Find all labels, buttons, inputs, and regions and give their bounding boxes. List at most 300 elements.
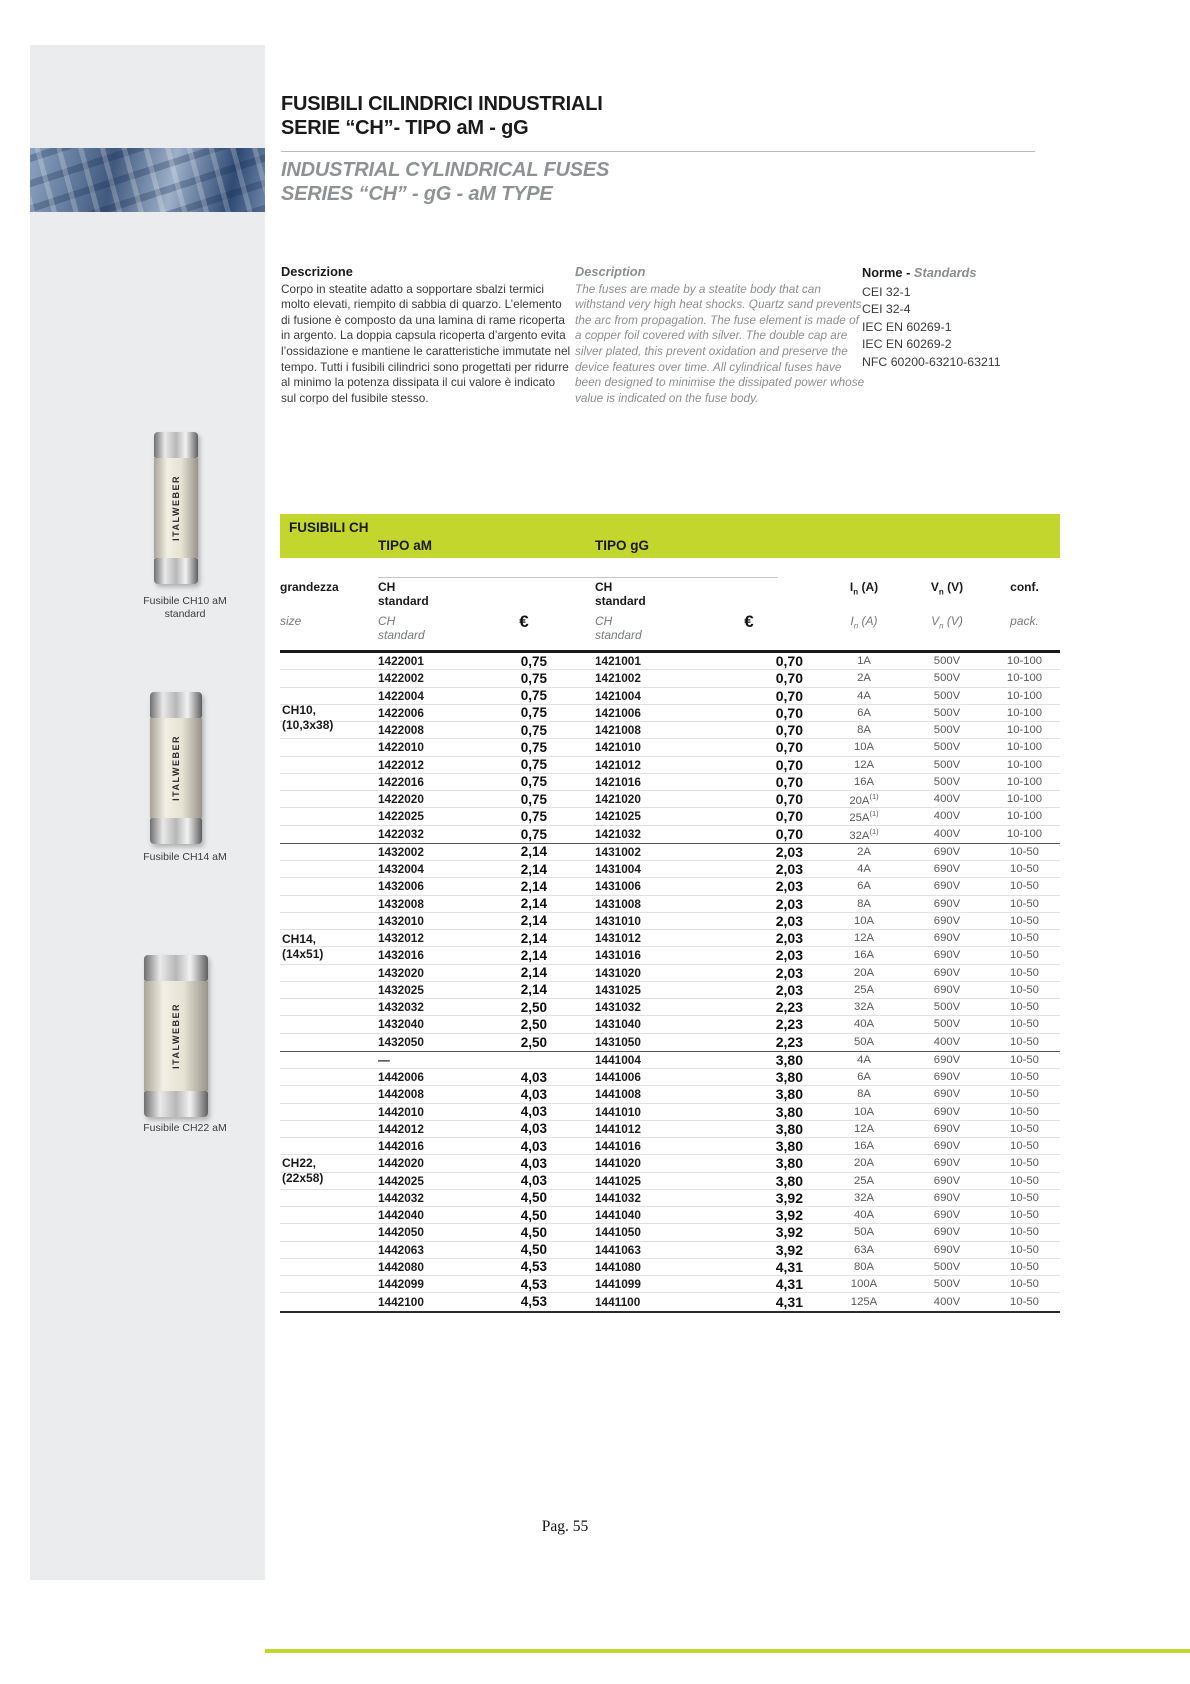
am-code-cell: 1442020 [378,1156,424,1171]
am-price-cell: 2,14 [520,947,547,963]
caption-line: Fusibile CH10 aM [143,595,227,607]
am-code-cell: — [378,1052,390,1067]
table-row [280,1155,1060,1172]
am-price-cell: 2,14 [520,982,547,998]
current-rating-cell: 12A [853,1122,875,1135]
voltage-rating-cell: 690V [933,880,961,893]
table-row [280,1069,1060,1086]
voltage-rating-cell: 400V [933,1036,961,1049]
gg-price-cell: 0,70 [775,687,803,704]
pack-cell: 10-50 [1010,1226,1039,1239]
vn-symbol: V [931,614,940,628]
am-code-cell: 1442010 [378,1104,424,1119]
am-price-cell: 0,75 [520,653,547,669]
caption-line: standard [164,608,206,620]
gg-price-cell: 2,23 [775,1034,803,1051]
current-rating-cell: 40A [853,1018,875,1031]
current-rating-cell: 32A [853,1191,875,1204]
gg-price-cell: 3,80 [775,1103,803,1120]
size-label-line: CH14, [282,932,317,947]
gg-code-cell: 1441032 [595,1190,641,1205]
vn-subscript: n [938,587,944,597]
description-it-heading: Descrizione [281,264,353,279]
am-price-cell: 0,75 [520,688,547,704]
am-code-cell: 1442063 [378,1242,424,1257]
am-code-cell: 1442099 [378,1277,424,1292]
voltage-rating-cell: 690V [933,1088,961,1101]
in-subscript: n [853,587,859,597]
header-gg-standard [585,581,705,608]
table-header [280,558,1060,653]
gg-code-cell: 1431016 [595,948,641,963]
current-rating-cell: 4A [857,1053,871,1066]
current-rating-cell: 20A [853,1157,875,1170]
gg-price-cell: 0,70 [775,808,803,825]
voltage-rating-cell: 690V [933,1243,961,1256]
gg-price-cell: 0,70 [775,722,803,739]
gg-code-cell: 1441063 [595,1242,641,1257]
voltage-rating-cell: 400V [933,810,961,823]
table-row [280,1086,1060,1103]
gg-price-cell: 3,80 [775,1051,803,1068]
table-row [280,1121,1060,1138]
current-rating-cell: 6A [857,706,871,719]
table-row [280,861,1060,878]
current-rating-cell: 40A [853,1209,875,1222]
pack-cell: 10-100 [1006,758,1043,771]
voltage-rating-cell: 500V [933,1018,961,1031]
description-it-body: Corpo in steatite adatto a sopportare sbalzi termici molto elevati, riempito di sabbia di quarzo. L’elemento di fusione è composto da una lamina di rame ricoperta in argento. La doppia capsula ricoperta d’argento evita l’ossidazione e mantiene le caratteristiche immutate nel tempo. Tutti i fusibili cilindrici sono progettati per ridurre al minimo la potenza dissipata il cui valore è indicato sul corpo del fusibile stesso. [281,281,571,405]
voltage-rating-cell: 690V [933,863,961,876]
gg-price-cell: 2,03 [775,861,803,878]
pack-cell: 10-50 [1010,1157,1039,1170]
pack-cell: 10-100 [1006,655,1043,668]
voltage-rating-cell: 500V [933,672,961,685]
am-price-cell: 2,50 [520,1034,547,1050]
pack-cell: 10-100 [1006,775,1043,788]
standards-heading-en: Standards [913,265,977,280]
gg-code-cell: 1431002 [595,844,641,859]
gg-code-cell: 1441016 [595,1139,641,1154]
gg-code-cell: 1421025 [595,809,641,824]
current-rating-cell: 12A [853,932,875,945]
gg-code-cell: 1431012 [595,931,641,946]
table-row [280,965,1060,982]
subtitle-line-1: INDUSTRIAL CYLINDRICAL FUSES [281,159,610,181]
header-standard: standard [595,627,642,642]
am-code-cell: 1422001 [378,654,424,669]
standards-heading-it: Norme - [862,265,914,280]
voltage-rating-cell: 400V [933,828,961,841]
header-ch: CH [378,580,396,594]
fuse-cap-bottom [150,818,202,844]
pack-cell: 10-50 [1010,1018,1039,1031]
am-code-cell: 1422012 [378,757,424,772]
current-rating-cell: 16A [853,949,875,962]
current-rating-cell: 25A [853,1174,875,1187]
vn-unit: (V) [943,580,964,594]
in-subscript: n [853,621,859,631]
am-code-cell: 1432002 [378,844,424,859]
voltage-rating-cell: 500V [933,758,961,771]
am-price-cell: 0,75 [520,757,547,773]
am-code-cell: 1432032 [378,1000,424,1015]
voltage-rating-cell: 500V [933,706,961,719]
fuse-caption-ch14 [90,851,280,864]
caption-line: Fusibile CH14 aM [143,851,227,863]
voltage-rating-cell: 690V [933,949,961,962]
size-label-line: (10,3x38) [282,717,334,732]
am-price-cell: 2,14 [520,878,547,894]
gg-code-cell: 1421002 [595,671,641,686]
table-row [280,739,1060,756]
voltage-rating-cell: 500V [933,1278,961,1291]
pack-cell: 10-50 [1010,1122,1039,1135]
title-line-1: FUSIBILI CILINDRICI INDUSTRIALI [281,93,603,115]
gg-code-cell: 1431020 [595,965,641,980]
voltage-rating-cell: 690V [933,1157,961,1170]
gg-code-cell: 1421032 [595,827,641,842]
am-price-cell: 2,50 [520,999,547,1015]
subtitle-line-2: SERIES “CH” - gG - aM TYPE [281,183,553,205]
header-standard: standard [378,593,429,608]
pack-cell: 10-100 [1006,810,1043,823]
am-code-cell: 1432008 [378,896,424,911]
gg-code-cell: 1441006 [595,1070,641,1085]
voltage-rating-cell: 500V [933,689,961,702]
pack-cell: 10-50 [1010,880,1039,893]
table-group [280,844,1060,1052]
size-label-line: CH22, [282,1155,317,1170]
fuse-cap-top [144,955,208,981]
size-group-label [282,703,333,733]
am-price-cell: 2,14 [520,861,547,877]
sidebar-background [30,45,265,1580]
am-price-cell: 2,14 [520,965,547,981]
pack-cell: 10-100 [1006,741,1043,754]
voltage-rating-cell: 400V [933,793,961,806]
am-price-cell: 4,03 [520,1173,547,1189]
gg-price-cell: 3,80 [775,1155,803,1172]
am-price-cell: 4,03 [520,1104,547,1120]
table-row [280,1224,1060,1241]
fuse-image-ch14 [150,692,202,844]
table-row [280,1052,1060,1069]
current-rating-cell: 125A [850,1295,878,1308]
pack-cell: 10-50 [1010,1105,1039,1118]
gg-price-cell: 3,80 [775,1138,803,1155]
current-rating-cell: 8A [857,724,871,737]
table-row [280,688,1060,705]
am-code-cell: 1432040 [378,1017,424,1032]
gg-price-cell: 0,70 [775,704,803,721]
gg-code-cell: 1441080 [595,1259,641,1274]
standard-item: IEC EN 60269-1 [862,319,952,334]
am-price-cell: 4,03 [520,1155,547,1171]
fuse-caption-ch22 [90,1122,280,1135]
am-code-cell: 1422010 [378,740,424,755]
standard-item: IEC EN 60269-2 [862,337,952,351]
current-rating-cell: 4A [857,863,871,876]
voltage-rating-cell: 690V [933,897,961,910]
gg-code-cell: 1441025 [595,1173,641,1188]
current-rating-cell: 6A [857,1071,871,1084]
header-row-bold [280,581,1060,608]
fuse-body [150,718,202,818]
header-divider [378,577,778,578]
pack-cell: 10-100 [1006,672,1043,685]
footnote-marker: (1) [869,826,879,836]
gg-code-cell: 1421006 [595,705,641,720]
pack-cell: 10-100 [1006,793,1043,806]
current-rating-cell: 50A [853,1226,875,1239]
pack-cell: 10-50 [1010,1174,1039,1187]
voltage-rating-cell: 690V [933,914,961,927]
fuse-body [144,981,208,1091]
voltage-rating-cell: 690V [933,983,961,996]
gg-price-cell: 0,70 [775,756,803,773]
current-rating-cell: 2A [857,672,871,685]
current-rating-cell: 100A [850,1278,878,1291]
standard-item: NFC 60200-63210-63211 [862,354,1001,369]
current-rating-cell: $25A^{(1)}$ [849,808,879,824]
gg-price-cell: 3,92 [775,1224,803,1241]
in-unit: (A) [858,580,879,594]
am-price-cell: 0,75 [520,826,547,842]
table-row [280,757,1060,774]
header-euro-am: € [519,612,529,631]
pack-cell: 10-50 [1010,949,1039,962]
gg-price-cell: 2,03 [775,947,803,964]
table-row [280,878,1060,895]
gg-code-cell: 1421001 [595,654,641,669]
current-rating-cell: 6A [857,880,871,893]
fuse-image-ch10 [154,432,198,584]
gg-code-cell: 1431032 [595,1000,641,1015]
table-group [280,1052,1060,1313]
fuse-cap-bottom [154,558,198,584]
header-gg-standard-en [585,615,705,642]
am-code-cell: 1432025 [378,982,424,997]
table-row [280,653,1060,670]
voltage-rating-cell: 690V [933,1140,961,1153]
footnote-marker: (1) [869,808,879,818]
am-price-cell: 4,53 [520,1259,547,1275]
pack-cell: 10-100 [1006,724,1043,737]
gg-price-cell: 0,70 [775,670,803,687]
header-euro-gg: € [744,612,754,631]
voltage-rating-cell: 500V [933,775,961,788]
table-row [280,1276,1060,1293]
header-size: size [280,614,302,628]
table-row [280,896,1060,913]
title-line-2: SERIE “CH”- TIPO aM - gG [281,117,529,139]
header-spacer [493,581,585,608]
page-number: Pag. 55 [541,1518,589,1535]
header-in [823,581,905,608]
current-rating-cell: 8A [857,897,871,910]
am-price-cell: 4,50 [520,1224,547,1240]
header-am-standard-en [378,615,493,642]
am-price-cell: 2,14 [520,896,547,912]
gg-price-cell: 0,70 [775,791,803,808]
gg-price-cell: 2,03 [775,878,803,895]
am-price-cell: 4,03 [520,1086,547,1102]
table-row [280,791,1060,808]
current-rating-cell: 10A [853,1105,875,1118]
am-code-cell: 1442008 [378,1087,424,1102]
header-grandezza: grandezza [280,580,339,594]
fuse-brand-label: ITALWEBER [171,475,181,541]
current-rating-cell: 8A [857,1088,871,1101]
am-price-cell: 2,50 [520,1016,547,1032]
gg-price-cell: 2,03 [775,912,803,929]
am-price-cell: 4,50 [520,1207,547,1223]
current-rating-cell: 1A [857,655,871,668]
current-rating-cell: 80A [853,1260,875,1273]
description-english [575,264,867,406]
am-price-cell: 0,75 [520,808,547,824]
pack-cell: 10-100 [1006,706,1043,719]
current-rating-cell: 25A [853,983,875,996]
gg-price-cell: 2,03 [775,981,803,998]
am-code-cell: 1442012 [378,1121,424,1136]
table-body [280,653,1060,1313]
voltage-rating-cell: 500V [933,741,961,754]
am-code-cell: 1442100 [378,1294,424,1309]
am-code-cell: 1432020 [378,965,424,980]
standard-item: CEI 32-4 [862,302,911,316]
header-row-italic [280,612,1060,642]
current-rating-cell: 20A [853,966,875,979]
gg-price-cell: 3,92 [775,1241,803,1258]
gg-code-cell: 1431025 [595,982,641,997]
pack-cell: 10-50 [1010,1071,1039,1084]
table-row [280,1293,1060,1310]
size-label-line: (22x58) [282,1170,324,1185]
pack-cell: 10-50 [1010,1209,1039,1222]
current-rating-cell: $32A^{(1)}$ [849,826,879,842]
gg-code-cell: 1441012 [595,1121,641,1136]
pack-cell: 10-100 [1006,689,1043,702]
column-group-tipo-gg: TIPO gG [595,538,649,553]
voltage-rating-cell: 690V [933,1122,961,1135]
voltage-rating-cell: 690V [933,1071,961,1084]
size-group-label [282,932,323,962]
am-price-cell: 0,75 [520,739,547,755]
current-rating-cell: 10A [853,914,875,927]
am-code-cell: 1442032 [378,1190,424,1205]
pack-cell: 10-50 [1010,863,1039,876]
fuse-cap-top [150,692,202,718]
am-code-cell: 1442025 [378,1173,424,1188]
am-code-cell: 1432004 [378,862,424,877]
fuse-brand-label: ITALWEBER [171,735,181,801]
header-spacer [705,581,823,608]
table-row [280,1190,1060,1207]
am-code-cell: 1432006 [378,879,424,894]
am-code-cell: 1442050 [378,1225,424,1240]
gg-code-cell: 1431008 [595,896,641,911]
gg-price-cell: 2,03 [775,843,803,860]
gg-code-cell: 1441100 [595,1294,641,1309]
voltage-rating-cell: 500V [933,724,961,737]
title-divider [281,151,1035,152]
am-code-cell: 1442080 [378,1259,424,1274]
voltage-rating-cell: 690V [933,845,961,858]
gg-price-cell: 0,70 [775,739,803,756]
am-code-cell: 1442016 [378,1139,424,1154]
am-price-cell: 4,50 [520,1190,547,1206]
am-code-cell: 1422002 [378,671,424,686]
current-rating-cell: $20A^{(1)}$ [849,791,879,807]
current-rating-cell: 4A [857,689,871,702]
current-rating-cell: 63A [853,1243,875,1256]
pack-cell: 10-50 [1010,1088,1039,1101]
caption-line: Fusibile CH22 aM [143,1122,227,1134]
am-code-cell: 1422032 [378,827,424,842]
components-photo [30,148,265,212]
current-rating-cell: 32A [853,1001,875,1014]
gg-price-cell: 0,70 [775,653,803,670]
gg-code-cell: 1441010 [595,1104,641,1119]
standards-list [862,264,1092,371]
am-price-cell: 4,53 [520,1294,547,1310]
gg-price-cell: 4,31 [775,1258,803,1275]
am-code-cell: 1422020 [378,792,424,807]
gg-price-cell: 2,03 [775,930,803,947]
voltage-rating-cell: 500V [933,655,961,668]
gg-price-cell: 4,31 [775,1293,803,1310]
table-row [280,930,1060,947]
header-standard: standard [595,593,646,608]
voltage-rating-cell: 690V [933,1226,961,1239]
voltage-rating-cell: 690V [933,1174,961,1187]
fuse-body [154,458,198,558]
pack-cell: 10-50 [1010,1191,1039,1204]
am-price-cell: 0,75 [520,791,547,807]
header-ch: CH [595,580,613,594]
gg-price-cell: 3,80 [775,1086,803,1103]
gg-code-cell: 1431004 [595,862,641,877]
am-price-cell: 4,50 [520,1242,547,1258]
gg-code-cell: 1441020 [595,1156,641,1171]
table-row [280,1170,1060,1190]
gg-price-cell: 3,80 [775,1069,803,1086]
current-rating-cell: 16A [853,775,875,788]
gg-code-cell: 1431050 [595,1035,641,1050]
pack-cell: 10-50 [1010,845,1039,858]
am-price-cell: 0,75 [520,705,547,721]
am-code-cell: 1422016 [378,774,424,789]
current-rating-cell: 2A [857,845,871,858]
gg-code-cell: 1441004 [595,1052,641,1067]
pack-cell: 10-50 [1010,1260,1039,1273]
table-row [280,1016,1060,1033]
in-symbol: I [850,614,854,628]
gg-price-cell: 2,03 [775,964,803,981]
pack-cell: 10-50 [1010,1140,1039,1153]
voltage-rating-cell: 690V [933,1053,961,1066]
footnote-marker: (1) [869,791,879,801]
gg-code-cell: 1431040 [595,1017,641,1032]
table-row [280,826,1060,843]
pack-cell: 10-100 [1006,828,1043,841]
page-subtitle [281,158,609,206]
table-group [280,653,1060,844]
table-title-band [280,514,1060,558]
gg-price-cell: 2,03 [775,895,803,912]
